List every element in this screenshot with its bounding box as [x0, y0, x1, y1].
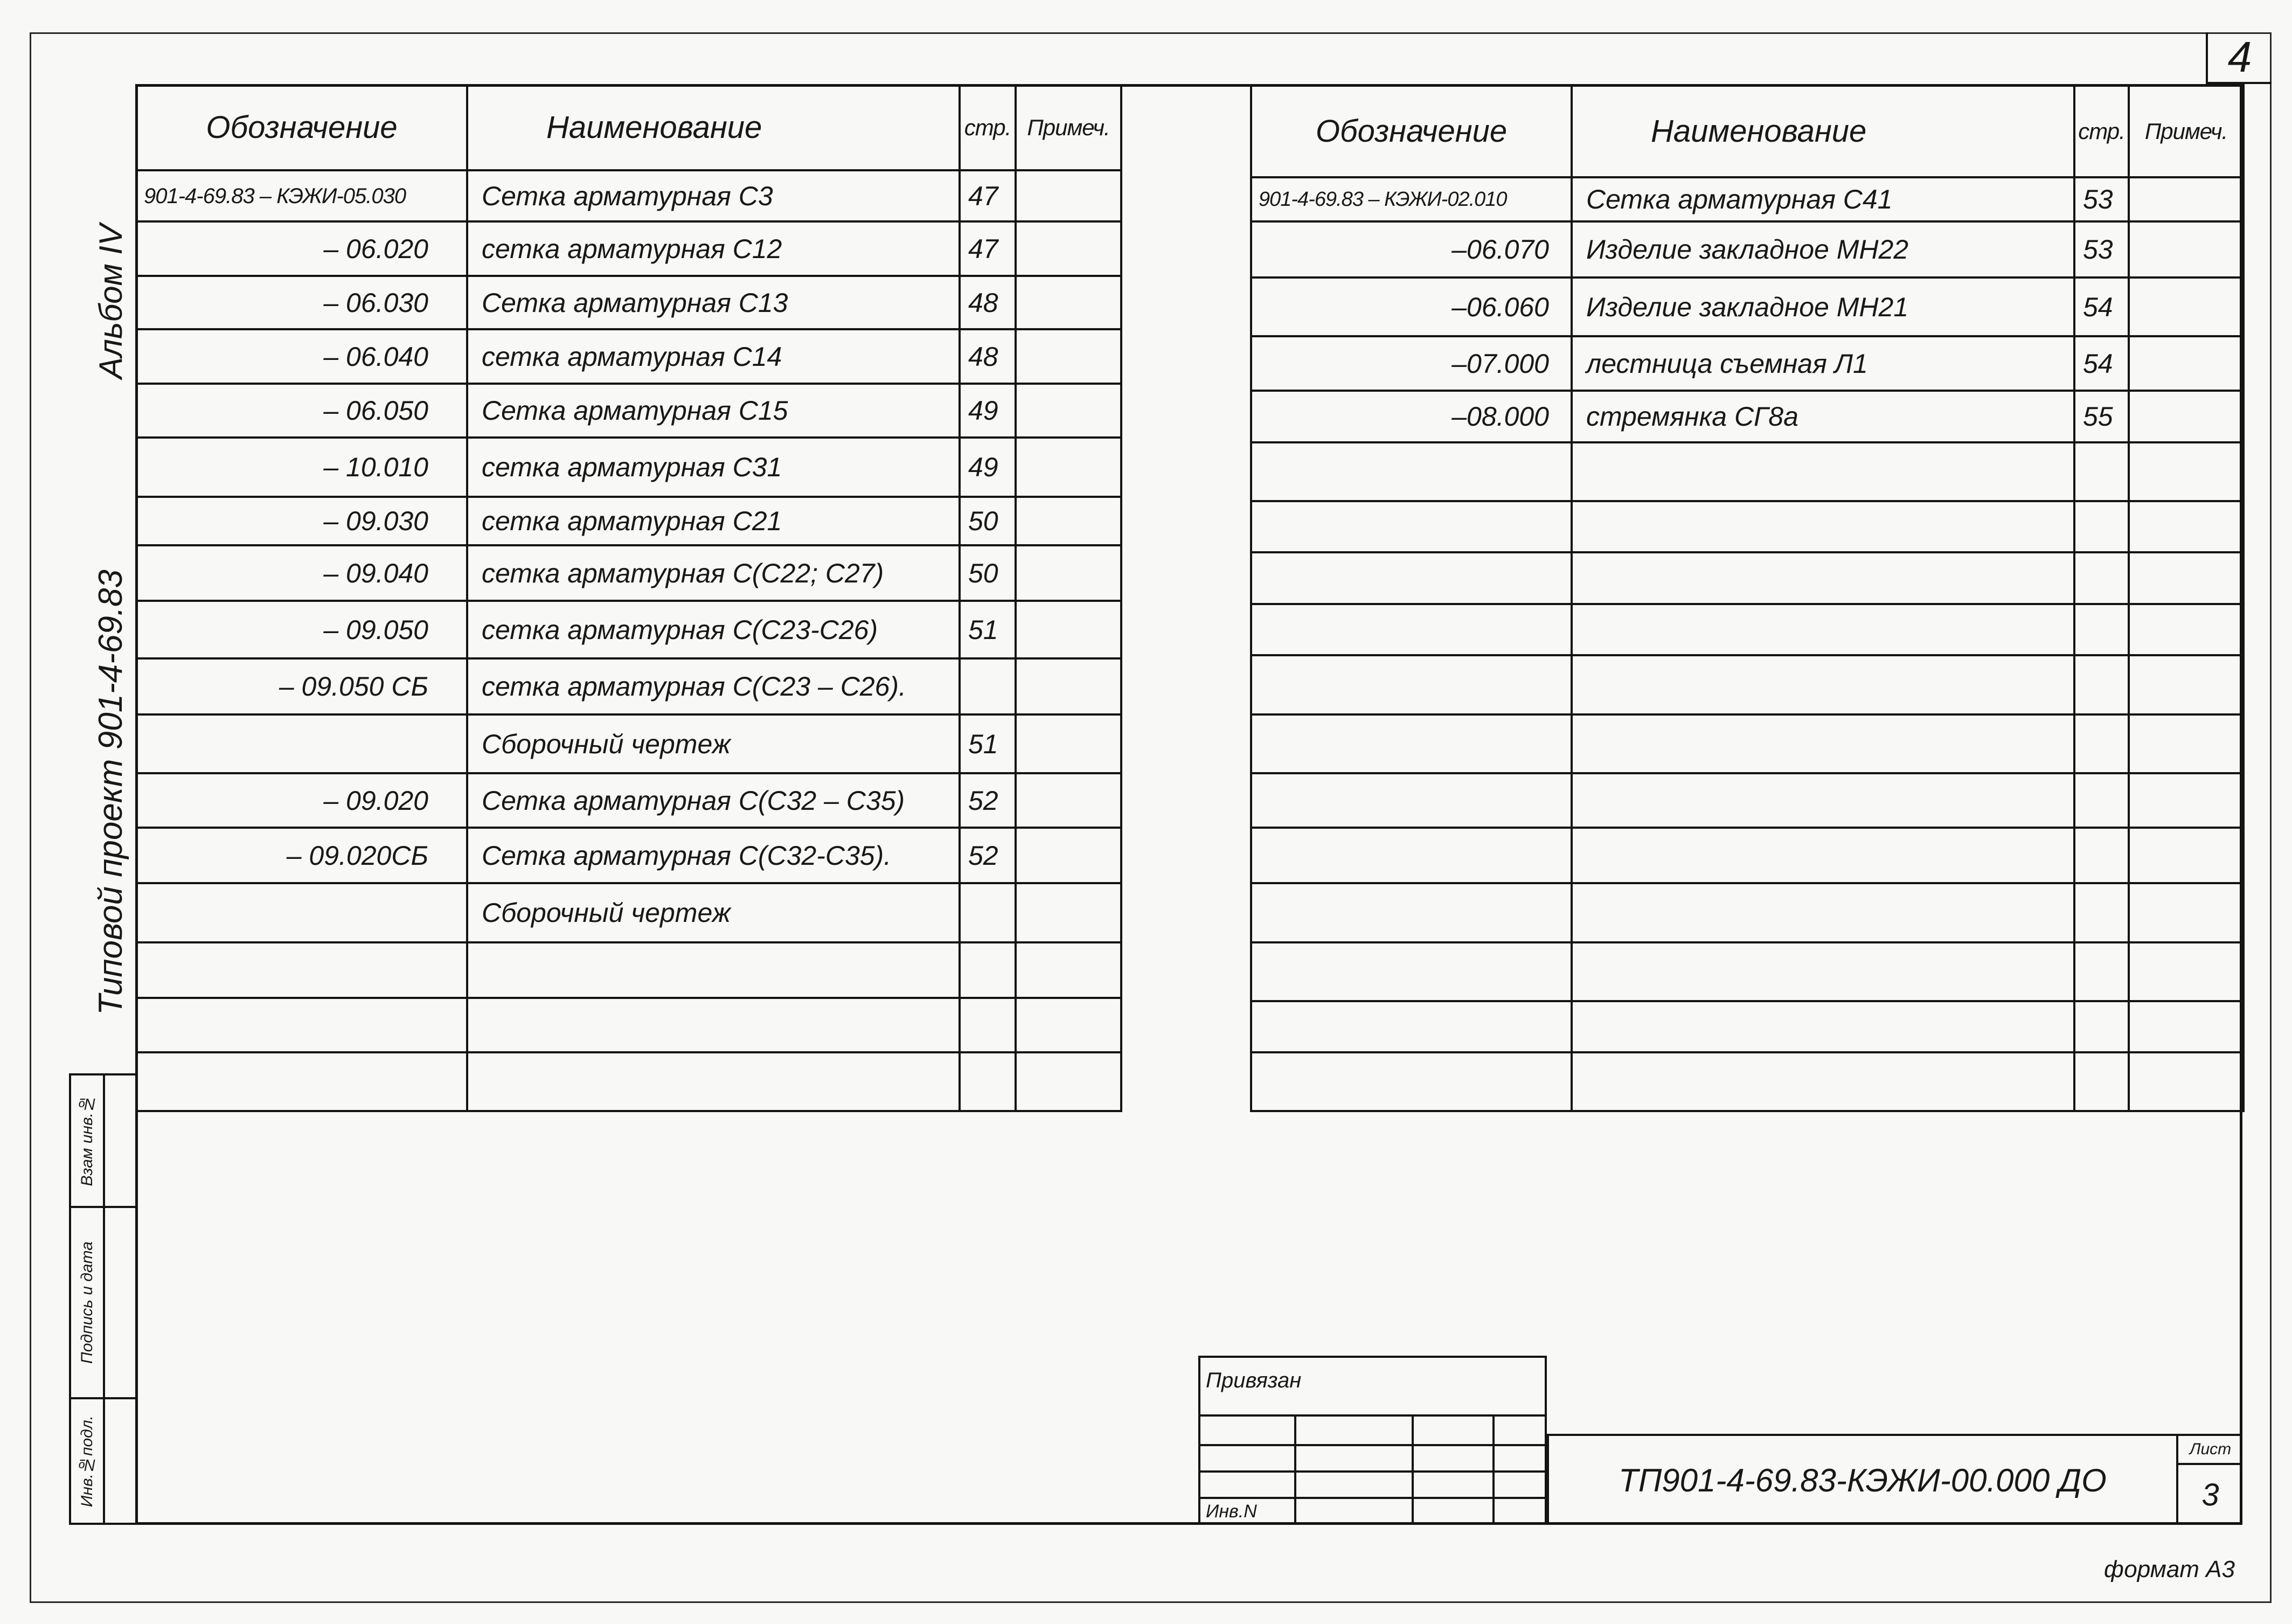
designation-cell: –06.070	[1251, 221, 1572, 277]
name-cell: сетка арматурная С(С22; С27)	[467, 545, 960, 601]
designation-cell	[1251, 442, 1572, 501]
header-row	[136, 85, 1121, 170]
name-cell	[1572, 828, 2074, 883]
name-cell	[1572, 604, 2074, 655]
page-cell	[960, 883, 1016, 942]
name-cell: Изделие закладное МН21	[1572, 277, 2074, 336]
table-row	[136, 497, 1121, 545]
header-note: Примеч.	[1016, 85, 1121, 170]
right-spec-table	[1250, 84, 2245, 1112]
title-block	[1547, 1434, 2242, 1525]
name-cell	[1572, 773, 2074, 828]
page-cell: 48	[960, 329, 1016, 384]
page-cell	[2074, 773, 2129, 828]
designation-cell	[136, 998, 467, 1052]
designation-cell: – 06.030	[136, 276, 467, 329]
table-row	[1251, 391, 2244, 442]
designation-cell: 901-4-69.83 – КЭЖИ-05.030	[136, 170, 467, 221]
header-name: Наименование	[1572, 85, 2074, 177]
designation-cell: – 10.010	[136, 438, 467, 497]
designation-cell: – 09.050	[136, 601, 467, 658]
designation-cell	[136, 1052, 467, 1111]
designation-cell: – 06.050	[136, 384, 467, 438]
page-cell	[960, 658, 1016, 714]
designation-cell	[136, 942, 467, 998]
page-cell: 54	[2074, 277, 2129, 336]
note-cell	[1016, 276, 1121, 329]
table-row	[136, 438, 1121, 497]
table-row	[1251, 277, 2244, 336]
designation-cell: – 06.020	[136, 221, 467, 276]
page-cell	[2074, 1001, 2129, 1052]
header-designation: Обозначение	[136, 85, 467, 170]
table-row	[136, 276, 1121, 329]
name-cell	[1572, 655, 2074, 714]
name-cell	[1572, 552, 2074, 604]
name-cell	[1572, 442, 2074, 501]
designation-cell	[136, 883, 467, 942]
table-row	[1251, 773, 2244, 828]
name-cell	[1572, 942, 2074, 1001]
designation-cell	[1251, 604, 1572, 655]
header-designation: Обозначение	[1251, 85, 1572, 177]
note-cell	[2129, 942, 2244, 1001]
name-cell: сетка арматурная С(С23 – С26).	[467, 658, 960, 714]
attached-label: Привязан	[1206, 1369, 1302, 1392]
table-row	[136, 329, 1121, 384]
designation-cell	[1251, 501, 1572, 552]
note-cell	[1016, 170, 1121, 221]
name-cell: Сетка арматурная С41	[1572, 177, 2074, 221]
table-row	[136, 545, 1121, 601]
project-label: Типовой проект 901-4-69.83	[92, 569, 129, 1015]
page-cell: 51	[960, 601, 1016, 658]
page-cell	[2074, 442, 2129, 501]
page-cell: 53	[2074, 221, 2129, 277]
table-row	[1251, 655, 2244, 714]
name-cell: Сетка арматурная С(С32 – С35)	[467, 773, 960, 828]
note-cell	[2129, 391, 2244, 442]
left-spec-table	[135, 84, 1122, 1112]
designation-cell	[1251, 883, 1572, 942]
sheet-number: 4	[2206, 32, 2272, 84]
name-cell	[467, 942, 960, 998]
album-label-box	[89, 205, 132, 399]
name-cell: Сетка арматурная С(С32-С35).	[467, 828, 960, 883]
page-cell	[2074, 604, 2129, 655]
table-row	[136, 601, 1121, 658]
table-row	[136, 1052, 1121, 1111]
page-cell	[2074, 714, 2129, 773]
page-cell	[2074, 883, 2129, 942]
note-cell	[2129, 1052, 2244, 1111]
designation-cell: – 06.040	[136, 329, 467, 384]
name-cell: сетка арматурная С12	[467, 221, 960, 276]
name-cell	[467, 1052, 960, 1111]
note-cell	[1016, 221, 1121, 276]
note-cell	[1016, 998, 1121, 1052]
table-row	[1251, 1001, 2244, 1052]
note-cell	[2129, 552, 2244, 604]
header-note: Примеч.	[2129, 85, 2244, 177]
table-row	[136, 170, 1121, 221]
page-cell	[960, 942, 1016, 998]
name-cell	[1572, 501, 2074, 552]
name-cell	[1572, 883, 2074, 942]
page-cell: 52	[960, 828, 1016, 883]
note-cell	[1016, 828, 1121, 883]
designation-cell	[1251, 773, 1572, 828]
page-cell	[2074, 1052, 2129, 1111]
page-cell: 47	[960, 170, 1016, 221]
note-cell	[2129, 604, 2244, 655]
designation-cell: – 09.050 СБ	[136, 658, 467, 714]
page-cell	[960, 1052, 1016, 1111]
page-cell	[2074, 501, 2129, 552]
designation-cell	[1251, 942, 1572, 1001]
table-row	[1251, 714, 2244, 773]
sheet-value: 3	[2201, 1477, 2219, 1512]
note-cell	[1016, 658, 1121, 714]
page-cell: 54	[2074, 336, 2129, 391]
designation-cell: – 09.030	[136, 497, 467, 545]
page-cell	[2074, 942, 2129, 1001]
side-stamp	[69, 1073, 135, 1525]
name-cell	[1572, 714, 2074, 773]
table-row	[136, 773, 1121, 828]
stamp-vzam-label: Взам инв.№	[78, 1095, 96, 1186]
header-row	[1251, 85, 2244, 177]
name-cell: Сборочный чертеж	[467, 883, 960, 942]
name-cell: Изделие закладное МН22	[1572, 221, 2074, 277]
document-code: ТП901-4-69.83-КЭЖИ-00.000 ДО	[1619, 1462, 2107, 1498]
page-cell	[2074, 828, 2129, 883]
inv-label: Инв.N	[1206, 1501, 1257, 1522]
table-row	[136, 714, 1121, 773]
table-row	[1251, 442, 2244, 501]
note-cell	[1016, 497, 1121, 545]
attached-divider	[1412, 1414, 1414, 1523]
name-cell: сетка арматурная С31	[467, 438, 960, 497]
note-cell	[2129, 501, 2244, 552]
name-cell: Сборочный чертеж	[467, 714, 960, 773]
designation-cell: –07.000	[1251, 336, 1572, 391]
table-row	[136, 942, 1121, 998]
table-row	[1251, 552, 2244, 604]
table-row	[1251, 942, 2244, 1001]
table-row	[136, 221, 1121, 276]
attached-divider	[1492, 1414, 1495, 1523]
name-cell: стремянка СГ8а	[1572, 391, 2074, 442]
note-cell	[2129, 442, 2244, 501]
note-cell	[1016, 773, 1121, 828]
name-cell: сетка арматурная С14	[467, 329, 960, 384]
page-cell	[2074, 552, 2129, 604]
note-cell	[2129, 655, 2244, 714]
project-label-box	[89, 550, 132, 1035]
note-cell	[2129, 773, 2244, 828]
table-row	[136, 384, 1121, 438]
attached-divider	[1294, 1414, 1296, 1523]
designation-cell: 901-4-69.83 – КЭЖИ-02.010	[1251, 177, 1572, 221]
stamp-cell-inv	[71, 1399, 103, 1523]
table-row	[1251, 336, 2244, 391]
note-cell	[2129, 277, 2244, 336]
page-cell: 49	[960, 384, 1016, 438]
page-cell: 53	[2074, 177, 2129, 221]
name-cell: лестница съемная Л1	[1572, 336, 2074, 391]
name-cell: Сетка арматурная С15	[467, 384, 960, 438]
note-cell	[1016, 545, 1121, 601]
note-cell	[2129, 221, 2244, 277]
name-cell	[1572, 1052, 2074, 1111]
header-name: Наименование	[467, 85, 960, 170]
album-label: Альбом IV	[92, 224, 129, 379]
name-cell	[467, 998, 960, 1052]
table-row	[1251, 501, 2244, 552]
designation-cell	[136, 714, 467, 773]
note-cell	[2129, 883, 2244, 942]
note-cell	[1016, 883, 1121, 942]
designation-cell	[1251, 1052, 1572, 1111]
table-row	[1251, 177, 2244, 221]
name-cell: Сетка арматурная С13	[467, 276, 960, 329]
stamp-podpis-label: Подпись и дата	[78, 1241, 96, 1364]
page-cell: 50	[960, 545, 1016, 601]
designation-cell	[1251, 714, 1572, 773]
name-cell	[1572, 1001, 2074, 1052]
note-cell	[2129, 828, 2244, 883]
note-cell	[2129, 714, 2244, 773]
table-row	[1251, 1052, 2244, 1111]
note-cell	[1016, 942, 1121, 998]
designation-cell: –06.060	[1251, 277, 1572, 336]
name-cell: сетка арматурная С(С23-С26)	[467, 601, 960, 658]
note-cell	[1016, 384, 1121, 438]
page-cell	[960, 998, 1016, 1052]
page-cell: 52	[960, 773, 1016, 828]
page-cell	[2074, 655, 2129, 714]
designation-cell	[1251, 828, 1572, 883]
designation-cell: –08.000	[1251, 391, 1572, 442]
table-row	[1251, 221, 2244, 277]
table-row	[136, 998, 1121, 1052]
page-cell: 50	[960, 497, 1016, 545]
note-cell	[2129, 177, 2244, 221]
stamp-cell-podpis	[71, 1208, 103, 1397]
note-cell	[1016, 601, 1121, 658]
header-page: стр.	[960, 85, 1016, 170]
attached-stamp	[1198, 1356, 1547, 1525]
designation-cell	[1251, 552, 1572, 604]
sheet-label: Лист	[2189, 1440, 2232, 1458]
table-row	[136, 883, 1121, 942]
stamp-inv-label: Инв.№подл.	[78, 1415, 96, 1507]
name-cell: сетка арматурная С21	[467, 497, 960, 545]
note-cell	[2129, 1001, 2244, 1052]
page-cell: 49	[960, 438, 1016, 497]
table-row	[136, 658, 1121, 714]
designation-cell	[1251, 655, 1572, 714]
page-cell: 47	[960, 221, 1016, 276]
note-cell	[1016, 329, 1121, 384]
table-row	[1251, 604, 2244, 655]
page-cell: 48	[960, 276, 1016, 329]
page-cell: 55	[2074, 391, 2129, 442]
note-cell	[1016, 1052, 1121, 1111]
designation-cell: – 09.020	[136, 773, 467, 828]
note-cell	[2129, 336, 2244, 391]
designation-cell: – 09.020СБ	[136, 828, 467, 883]
format-label: формат А3	[2103, 1556, 2235, 1583]
table-row	[1251, 828, 2244, 883]
designation-cell	[1251, 1001, 1572, 1052]
header-page: стр.	[2074, 85, 2129, 177]
note-cell	[1016, 438, 1121, 497]
page-cell: 51	[960, 714, 1016, 773]
designation-cell: – 09.040	[136, 545, 467, 601]
table-row	[1251, 883, 2244, 942]
stamp-cell-vzam	[71, 1075, 103, 1206]
table-row	[136, 828, 1121, 883]
name-cell: Сетка арматурная С3	[467, 170, 960, 221]
note-cell	[1016, 714, 1121, 773]
stamp-divider	[103, 1075, 105, 1523]
